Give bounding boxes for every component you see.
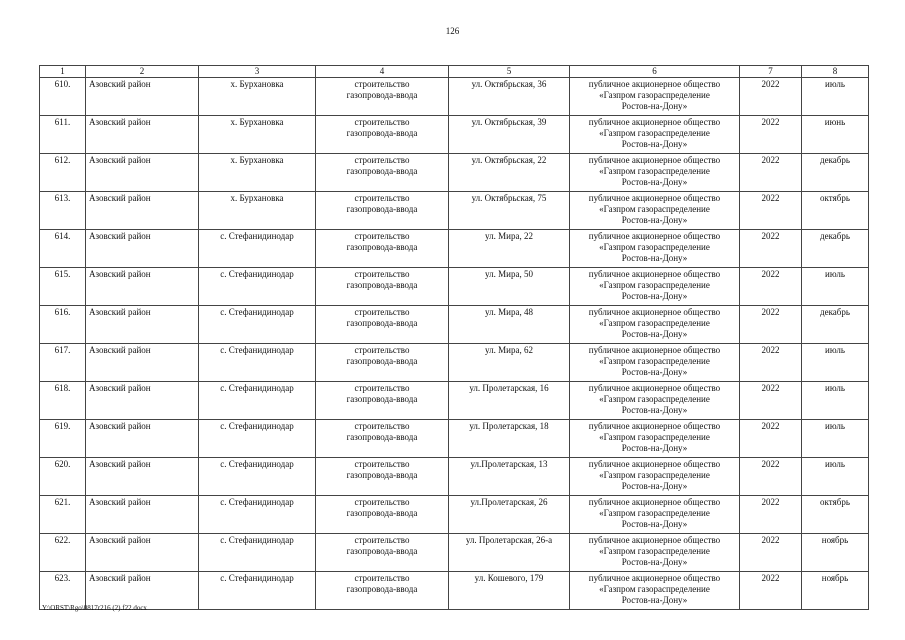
row-number-cell bbox=[40, 344, 86, 382]
table-row bbox=[40, 382, 869, 420]
year-cell bbox=[740, 382, 802, 420]
column-header: 1 bbox=[40, 66, 86, 78]
locality-cell-text: х. Бурхановка bbox=[230, 117, 284, 127]
work-type-cell bbox=[316, 496, 449, 534]
locality-cell bbox=[199, 116, 316, 154]
organization-cell-text: Ростов-на-Дону» bbox=[621, 481, 688, 491]
row-number-cell-text: 613. bbox=[54, 193, 71, 203]
address-cell-text: ул.Пролетарская, 13 bbox=[470, 459, 548, 469]
work-type-cell-text: строительство bbox=[354, 497, 410, 507]
organization-cell-text: «Газпром газораспределение bbox=[599, 242, 710, 252]
work-type-cell-text: газопровода-ввода bbox=[346, 432, 418, 442]
organization-cell-text: «Газпром газораспределение bbox=[599, 356, 710, 366]
month-cell bbox=[802, 534, 869, 572]
district-cell-text: Азовский район bbox=[89, 231, 151, 241]
locality-cell-text: с. Стефанидинодар bbox=[220, 231, 294, 241]
organization-cell bbox=[570, 420, 740, 458]
month-cell-text: октябрь bbox=[820, 497, 850, 507]
work-type-cell-text: газопровода-ввода bbox=[346, 394, 418, 404]
locality-cell bbox=[199, 458, 316, 496]
organization-cell-text: публичное акционерное общество bbox=[588, 421, 721, 431]
locality-cell-text: с. Стефанидинодар bbox=[220, 573, 294, 583]
address-cell bbox=[449, 572, 570, 610]
address-cell bbox=[449, 230, 570, 268]
row-number-cell bbox=[40, 496, 86, 534]
address-cell bbox=[449, 496, 570, 534]
district-cell-text: Азовский район bbox=[89, 117, 151, 127]
row-number-cell-text: 614. bbox=[54, 231, 71, 241]
locality-cell bbox=[199, 192, 316, 230]
month-cell bbox=[802, 230, 869, 268]
organization-cell-text: Ростов-на-Дону» bbox=[621, 519, 688, 529]
work-type-cell-text: строительство bbox=[354, 269, 410, 279]
organization-cell-text: публичное акционерное общество bbox=[588, 155, 721, 165]
district-cell-text: Азовский район bbox=[89, 307, 151, 317]
year-cell-text: 2022 bbox=[761, 497, 780, 507]
district-cell-text: Азовский район bbox=[89, 79, 151, 89]
work-type-cell-text: газопровода-ввода bbox=[346, 546, 418, 556]
column-header: 8 bbox=[802, 66, 869, 78]
work-type-cell-text: газопровода-ввода bbox=[346, 470, 418, 480]
organization-cell bbox=[570, 458, 740, 496]
organization-cell bbox=[570, 344, 740, 382]
locality-cell-text: х. Бурхановка bbox=[230, 193, 284, 203]
month-cell-text: июль bbox=[825, 79, 845, 89]
district-cell bbox=[86, 192, 199, 230]
year-cell bbox=[740, 572, 802, 610]
district-cell bbox=[86, 306, 199, 344]
locality-cell-text: с. Стефанидинодар bbox=[220, 535, 294, 545]
organization-cell-text: «Газпром газораспределение bbox=[599, 546, 710, 556]
table-row bbox=[40, 496, 869, 534]
month-cell-text: декабрь bbox=[820, 307, 850, 317]
address-cell bbox=[449, 78, 570, 116]
organization-cell-text: Ростов-на-Дону» bbox=[621, 177, 688, 187]
year-cell-text: 2022 bbox=[761, 155, 780, 165]
work-type-cell bbox=[316, 344, 449, 382]
locality-cell-text: с. Стефанидинодар bbox=[220, 307, 294, 317]
address-cell-text: ул. Пролетарская, 16 bbox=[469, 383, 549, 393]
table-body bbox=[40, 78, 869, 610]
locality-cell bbox=[199, 268, 316, 306]
work-type-cell-text: газопровода-ввода bbox=[346, 204, 418, 214]
organization-cell-text: Ростов-на-Дону» bbox=[621, 595, 688, 605]
work-type-cell bbox=[316, 534, 449, 572]
work-type-cell-text: строительство bbox=[354, 421, 410, 431]
district-cell-text: Азовский район bbox=[89, 573, 151, 583]
work-type-cell bbox=[316, 268, 449, 306]
work-type-cell bbox=[316, 192, 449, 230]
year-cell bbox=[740, 268, 802, 306]
organization-cell-text: «Газпром газораспределение bbox=[599, 508, 710, 518]
row-number-cell-text: 616. bbox=[54, 307, 71, 317]
table-row bbox=[40, 572, 869, 610]
work-type-cell bbox=[316, 306, 449, 344]
organization-cell-text: «Газпром газораспределение bbox=[599, 432, 710, 442]
month-cell-text: июль bbox=[825, 269, 845, 279]
year-cell-text: 2022 bbox=[761, 421, 780, 431]
month-cell-text: июль bbox=[825, 383, 845, 393]
organization-cell bbox=[570, 572, 740, 610]
organization-cell bbox=[570, 382, 740, 420]
district-cell-text: Азовский район bbox=[89, 459, 151, 469]
organization-cell-text: «Газпром газораспределение bbox=[599, 90, 710, 100]
organization-cell-text: Ростов-на-Дону» bbox=[621, 557, 688, 567]
address-cell bbox=[449, 192, 570, 230]
work-type-cell-text: газопровода-ввода bbox=[346, 128, 418, 138]
address-cell-text: ул. Пролетарская, 18 bbox=[469, 421, 549, 431]
month-cell-text: июнь bbox=[824, 117, 846, 127]
work-type-cell bbox=[316, 230, 449, 268]
organization-cell bbox=[570, 306, 740, 344]
address-cell-text: ул. Октябрьская, 22 bbox=[471, 155, 547, 165]
work-type-cell-text: строительство bbox=[354, 383, 410, 393]
district-cell bbox=[86, 382, 199, 420]
work-type-cell bbox=[316, 382, 449, 420]
table-row bbox=[40, 192, 869, 230]
row-number-cell bbox=[40, 420, 86, 458]
work-type-cell bbox=[316, 572, 449, 610]
month-cell bbox=[802, 78, 869, 116]
header-row bbox=[40, 66, 869, 78]
column-header: 2 bbox=[86, 66, 199, 78]
district-cell-text: Азовский район bbox=[89, 497, 151, 507]
organization-cell-text: «Газпром газораспределение bbox=[599, 128, 710, 138]
organization-cell bbox=[570, 116, 740, 154]
work-type-cell-text: строительство bbox=[354, 117, 410, 127]
work-type-cell-text: газопровода-ввода bbox=[346, 166, 418, 176]
work-type-cell-text: строительство bbox=[354, 231, 410, 241]
table-row bbox=[40, 154, 869, 192]
year-cell-text: 2022 bbox=[761, 307, 780, 317]
row-number-cell bbox=[40, 458, 86, 496]
row-number-cell bbox=[40, 382, 86, 420]
row-number-cell bbox=[40, 268, 86, 306]
organization-cell-text: Ростов-на-Дону» bbox=[621, 405, 688, 415]
page-number: 126 bbox=[445, 26, 460, 36]
month-cell bbox=[802, 458, 869, 496]
locality-cell-text: с. Стефанидинодар bbox=[220, 383, 294, 393]
row-number-cell bbox=[40, 78, 86, 116]
month-cell-text: октябрь bbox=[820, 193, 850, 203]
row-number-cell-text: 612. bbox=[54, 155, 71, 165]
table-header bbox=[40, 66, 869, 78]
table-row bbox=[40, 306, 869, 344]
locality-cell bbox=[199, 534, 316, 572]
organization-cell-text: «Газпром газораспределение bbox=[599, 318, 710, 328]
address-cell bbox=[449, 306, 570, 344]
address-cell-text: ул. Мира, 50 bbox=[485, 269, 533, 279]
month-cell bbox=[802, 268, 869, 306]
month-cell-text: декабрь bbox=[820, 231, 850, 241]
locality-cell-text: х. Бурхановка bbox=[230, 79, 284, 89]
row-number-cell-text: 620. bbox=[54, 459, 71, 469]
month-cell-text: июль bbox=[825, 345, 845, 355]
locality-cell-text: с. Стефанидинодар bbox=[220, 421, 294, 431]
locality-cell bbox=[199, 382, 316, 420]
row-number-cell-text: 617. bbox=[54, 345, 71, 355]
organization-cell-text: публичное акционерное общество bbox=[588, 117, 721, 127]
address-cell-text: ул. Октябрьская, 36 bbox=[471, 79, 547, 89]
organization-cell-text: публичное акционерное общество bbox=[588, 497, 721, 507]
organization-cell bbox=[570, 78, 740, 116]
district-cell bbox=[86, 230, 199, 268]
address-cell bbox=[449, 116, 570, 154]
row-number-cell-text: 619. bbox=[54, 421, 71, 431]
organization-cell-text: публичное акционерное общество bbox=[588, 345, 721, 355]
organization-cell-text: публичное акционерное общество bbox=[588, 193, 721, 203]
organization-cell-text: публичное акционерное общество bbox=[588, 459, 721, 469]
table-row bbox=[40, 344, 869, 382]
row-number-cell-text: 611. bbox=[54, 117, 71, 127]
organization-cell-text: Ростов-на-Дону» bbox=[621, 329, 688, 339]
row-number-cell-text: 621. bbox=[54, 497, 71, 507]
organization-cell-text: публичное акционерное общество bbox=[588, 307, 721, 317]
work-type-cell bbox=[316, 420, 449, 458]
address-cell bbox=[449, 344, 570, 382]
year-cell bbox=[740, 344, 802, 382]
organization-cell-text: Ростов-на-Дону» bbox=[621, 253, 688, 263]
organization-cell-text: Ростов-на-Дону» bbox=[621, 139, 688, 149]
district-cell-text: Азовский район bbox=[89, 193, 151, 203]
table-row bbox=[40, 534, 869, 572]
locality-cell-text: с. Стефанидинодар bbox=[220, 345, 294, 355]
locality-cell-text: с. Стефанидинодар bbox=[220, 269, 294, 279]
month-cell bbox=[802, 382, 869, 420]
district-cell bbox=[86, 420, 199, 458]
table-row bbox=[40, 268, 869, 306]
year-cell-text: 2022 bbox=[761, 459, 780, 469]
organization-cell-text: «Газпром газораспределение bbox=[599, 280, 710, 290]
work-type-cell-text: строительство bbox=[354, 459, 410, 469]
address-cell-text: ул. Кошевого, 179 bbox=[474, 573, 544, 583]
organization-cell bbox=[570, 268, 740, 306]
work-type-cell-text: строительство bbox=[354, 193, 410, 203]
district-cell bbox=[86, 154, 199, 192]
organization-cell-text: Ростов-на-Дону» bbox=[621, 101, 688, 111]
locality-cell bbox=[199, 496, 316, 534]
year-cell bbox=[740, 154, 802, 192]
table-row bbox=[40, 78, 869, 116]
year-cell bbox=[740, 496, 802, 534]
year-cell bbox=[740, 192, 802, 230]
district-cell-text: Азовский район bbox=[89, 155, 151, 165]
work-type-cell bbox=[316, 116, 449, 154]
column-header: 7 bbox=[740, 66, 802, 78]
month-cell bbox=[802, 192, 869, 230]
work-type-cell-text: газопровода-ввода bbox=[346, 318, 418, 328]
organization-cell-text: Ростов-на-Дону» bbox=[621, 367, 688, 377]
gas-connection-schedule-table bbox=[39, 65, 869, 610]
month-cell bbox=[802, 496, 869, 534]
table-row bbox=[40, 420, 869, 458]
row-number-cell-text: 618. bbox=[54, 383, 71, 393]
year-cell bbox=[740, 306, 802, 344]
work-type-cell-text: газопровода-ввода bbox=[346, 508, 418, 518]
address-cell-text: ул. Октябрьская, 75 bbox=[471, 193, 547, 203]
organization-cell-text: «Газпром газораспределение bbox=[599, 204, 710, 214]
column-header: 6 bbox=[570, 66, 740, 78]
address-cell bbox=[449, 534, 570, 572]
table-row bbox=[40, 458, 869, 496]
year-cell bbox=[740, 78, 802, 116]
district-cell bbox=[86, 344, 199, 382]
work-type-cell-text: газопровода-ввода bbox=[346, 280, 418, 290]
row-number-cell-text: 622. bbox=[54, 535, 71, 545]
year-cell-text: 2022 bbox=[761, 117, 780, 127]
address-cell-text: ул.Пролетарская, 26 bbox=[470, 497, 548, 507]
month-cell bbox=[802, 306, 869, 344]
work-type-cell bbox=[316, 458, 449, 496]
locality-cell bbox=[199, 78, 316, 116]
district-cell bbox=[86, 78, 199, 116]
month-cell bbox=[802, 154, 869, 192]
district-cell bbox=[86, 496, 199, 534]
district-cell bbox=[86, 116, 199, 154]
work-type-cell-text: строительство bbox=[354, 307, 410, 317]
footer-file-path: Y:\ORST\Rgo\0817r216 (2).f22.docx bbox=[42, 604, 147, 612]
month-cell bbox=[802, 116, 869, 154]
address-cell bbox=[449, 420, 570, 458]
work-type-cell-text: строительство bbox=[354, 535, 410, 545]
table-row bbox=[40, 116, 869, 154]
work-type-cell-text: строительство bbox=[354, 155, 410, 165]
year-cell-text: 2022 bbox=[761, 79, 780, 89]
row-number-cell bbox=[40, 534, 86, 572]
organization-cell bbox=[570, 154, 740, 192]
address-cell-text: ул. Мира, 48 bbox=[485, 307, 533, 317]
work-type-cell-text: газопровода-ввода bbox=[346, 356, 418, 366]
locality-cell bbox=[199, 154, 316, 192]
address-cell bbox=[449, 382, 570, 420]
year-cell-text: 2022 bbox=[761, 383, 780, 393]
row-number-cell bbox=[40, 154, 86, 192]
district-cell-text: Азовский район bbox=[89, 421, 151, 431]
organization-cell-text: «Газпром газораспределение bbox=[599, 166, 710, 176]
locality-cell bbox=[199, 572, 316, 610]
locality-cell-text: х. Бурхановка bbox=[230, 155, 284, 165]
year-cell-text: 2022 bbox=[761, 535, 780, 545]
organization-cell-text: публичное акционерное общество bbox=[588, 79, 721, 89]
month-cell-text: июль bbox=[825, 421, 845, 431]
year-cell bbox=[740, 116, 802, 154]
locality-cell-text: с. Стефанидинодар bbox=[220, 459, 294, 469]
locality-cell bbox=[199, 344, 316, 382]
row-number-cell bbox=[40, 116, 86, 154]
district-cell bbox=[86, 458, 199, 496]
organization-cell-text: «Газпром газораспределение bbox=[599, 470, 710, 480]
organization-cell-text: «Газпром газораспределение bbox=[599, 394, 710, 404]
locality-cell bbox=[199, 420, 316, 458]
district-cell-text: Азовский район bbox=[89, 269, 151, 279]
year-cell-text: 2022 bbox=[761, 573, 780, 583]
locality-cell bbox=[199, 230, 316, 268]
address-cell-text: ул. Октябрьская, 39 bbox=[471, 117, 547, 127]
work-type-cell bbox=[316, 78, 449, 116]
year-cell bbox=[740, 420, 802, 458]
district-cell bbox=[86, 534, 199, 572]
row-number-cell-text: 610. bbox=[54, 79, 71, 89]
organization-cell-text: публичное акционерное общество bbox=[588, 383, 721, 393]
row-number-cell bbox=[40, 192, 86, 230]
district-cell-text: Азовский район bbox=[89, 383, 151, 393]
organization-cell bbox=[570, 496, 740, 534]
work-type-cell-text: газопровода-ввода bbox=[346, 242, 418, 252]
address-cell-text: ул. Пролетарская, 26-а bbox=[465, 535, 553, 545]
table-row bbox=[40, 230, 869, 268]
month-cell-text: декабрь bbox=[820, 155, 850, 165]
year-cell-text: 2022 bbox=[761, 193, 780, 203]
organization-cell bbox=[570, 230, 740, 268]
month-cell-text: июль bbox=[825, 459, 845, 469]
district-cell-text: Азовский район bbox=[89, 345, 151, 355]
column-header: 5 bbox=[449, 66, 570, 78]
month-cell-text: ноябрь bbox=[821, 573, 849, 583]
address-cell bbox=[449, 268, 570, 306]
work-type-cell-text: газопровода-ввода bbox=[346, 90, 418, 100]
address-cell-text: ул. Мира, 62 bbox=[485, 345, 533, 355]
work-type-cell-text: газопровода-ввода bbox=[346, 584, 418, 594]
year-cell-text: 2022 bbox=[761, 269, 780, 279]
year-cell bbox=[740, 534, 802, 572]
address-cell bbox=[449, 458, 570, 496]
row-number-cell-text: 623. bbox=[54, 573, 71, 583]
address-cell bbox=[449, 154, 570, 192]
row-number-cell-text: 615. bbox=[54, 269, 71, 279]
work-type-cell-text: строительство bbox=[354, 79, 410, 89]
organization-cell bbox=[570, 192, 740, 230]
address-cell-text: ул. Мира, 22 bbox=[485, 231, 533, 241]
month-cell-text: ноябрь bbox=[821, 535, 849, 545]
work-type-cell-text: строительство bbox=[354, 345, 410, 355]
year-cell-text: 2022 bbox=[761, 231, 780, 241]
locality-cell bbox=[199, 306, 316, 344]
organization-cell-text: Ростов-на-Дону» bbox=[621, 291, 688, 301]
district-cell-text: Азовский район bbox=[89, 535, 151, 545]
column-header: 3 bbox=[199, 66, 316, 78]
locality-cell-text: с. Стефанидинодар bbox=[220, 497, 294, 507]
month-cell bbox=[802, 344, 869, 382]
organization-cell-text: «Газпром газораспределение bbox=[599, 584, 710, 594]
organization-cell-text: публичное акционерное общество bbox=[588, 231, 721, 241]
organization-cell-text: публичное акционерное общество bbox=[588, 573, 721, 583]
year-cell-text: 2022 bbox=[761, 345, 780, 355]
row-number-cell bbox=[40, 306, 86, 344]
row-number-cell bbox=[40, 230, 86, 268]
year-cell bbox=[740, 230, 802, 268]
month-cell bbox=[802, 572, 869, 610]
organization-cell-text: Ростов-на-Дону» bbox=[621, 443, 688, 453]
column-header: 4 bbox=[316, 66, 449, 78]
organization-cell-text: Ростов-на-Дону» bbox=[621, 215, 688, 225]
organization-cell-text: публичное акционерное общество bbox=[588, 535, 721, 545]
organization-cell-text: публичное акционерное общество bbox=[588, 269, 721, 279]
organization-cell bbox=[570, 534, 740, 572]
district-cell bbox=[86, 268, 199, 306]
month-cell bbox=[802, 420, 869, 458]
work-type-cell bbox=[316, 154, 449, 192]
work-type-cell-text: строительство bbox=[354, 573, 410, 583]
year-cell bbox=[740, 458, 802, 496]
